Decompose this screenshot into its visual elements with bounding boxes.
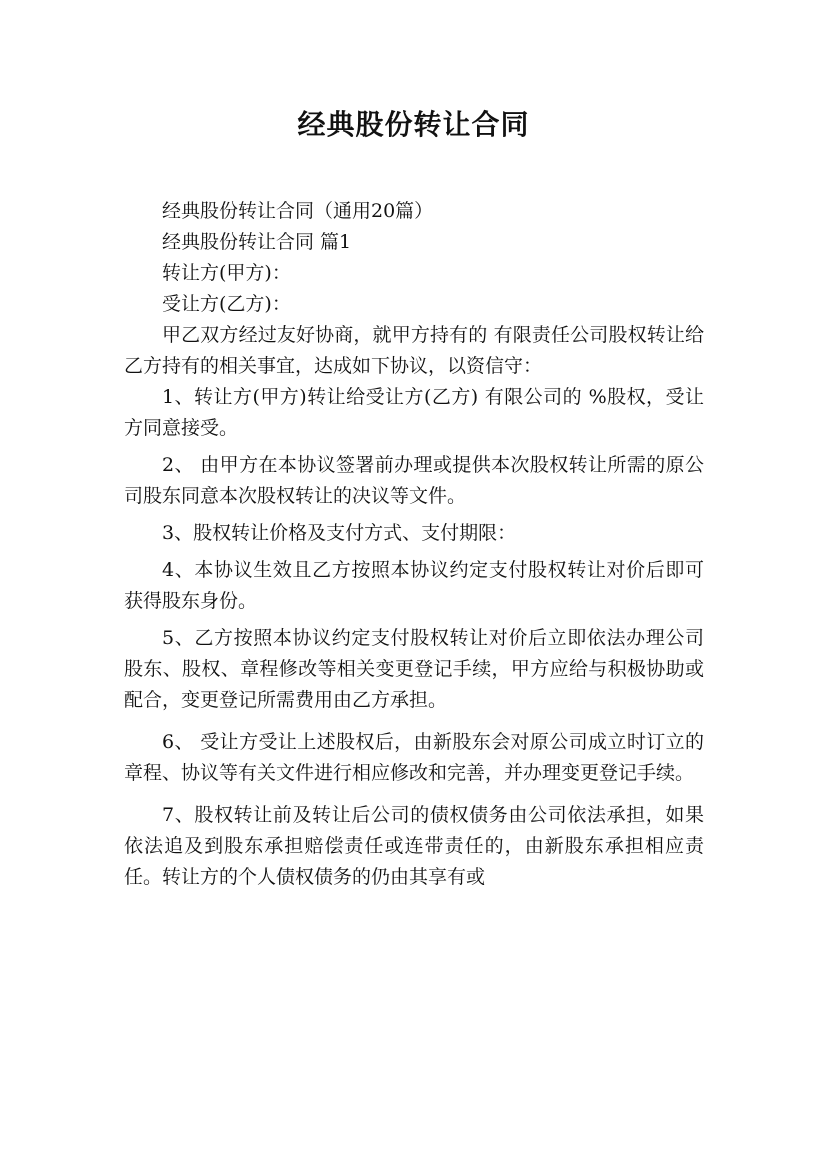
paragraph-transferor: 转让方(甲方)： (162, 262, 291, 284)
paragraph-preamble: 甲乙双方经过友好协商，就甲方持有的 有限责任公司股权转让给乙方持有的相关事宜，达成如下协议，以资信守： (124, 324, 704, 377)
paragraph-clause-3: 3、股权转让价格及支付方式、支付期限： (162, 522, 517, 544)
document-body (124, 196, 704, 893)
paragraph-subtitle: 经典股份转让合同（通用20篇） (162, 200, 434, 222)
paragraph-clause-6: 6、 受让方受让上述股权后，由新股东会对原公司成立时订立的章程、协议等有关文件进行相应修改和完善，并办理变更登记手续。 (124, 731, 704, 784)
paragraph-clause-1: 1、转让方(甲方)转让给受让方(乙方) 有限公司的 %股权，受让方同意接受。 (124, 386, 704, 439)
paragraph-clause-4: 4、本协议生效且乙方按照本协议约定支付股权转让对价后即可获得股东身份。 (124, 559, 704, 612)
paragraph-clause-5: 5、乙方按照本协议约定支付股权转让对价后立即依法办理公司股东、股权、章程修改等相关变更登记手续，甲方应给与积极协助或配合，变更登记所需费用由乙方承担。 (124, 627, 704, 711)
paragraph-transferee: 受让方(乙方)： (162, 293, 291, 315)
paragraph-clause-2: 2、 由甲方在本协议签署前办理或提供本次股权转让所需的原公司股东同意本次股权转让的决议等文件。 (124, 454, 704, 507)
paragraph-section-heading: 经典股份转让合同 篇1 (162, 231, 352, 253)
document-title: 经典股份转让合同 (297, 108, 530, 141)
paragraph-clause-7: 7、股权转让前及转让后公司的债权债务由公司依法承担，如果依法追及到股东承担赔偿责任或连带责任的，由新股东承担相应责任。转让方的个人债权债务的仍由其享有或 (124, 804, 704, 888)
